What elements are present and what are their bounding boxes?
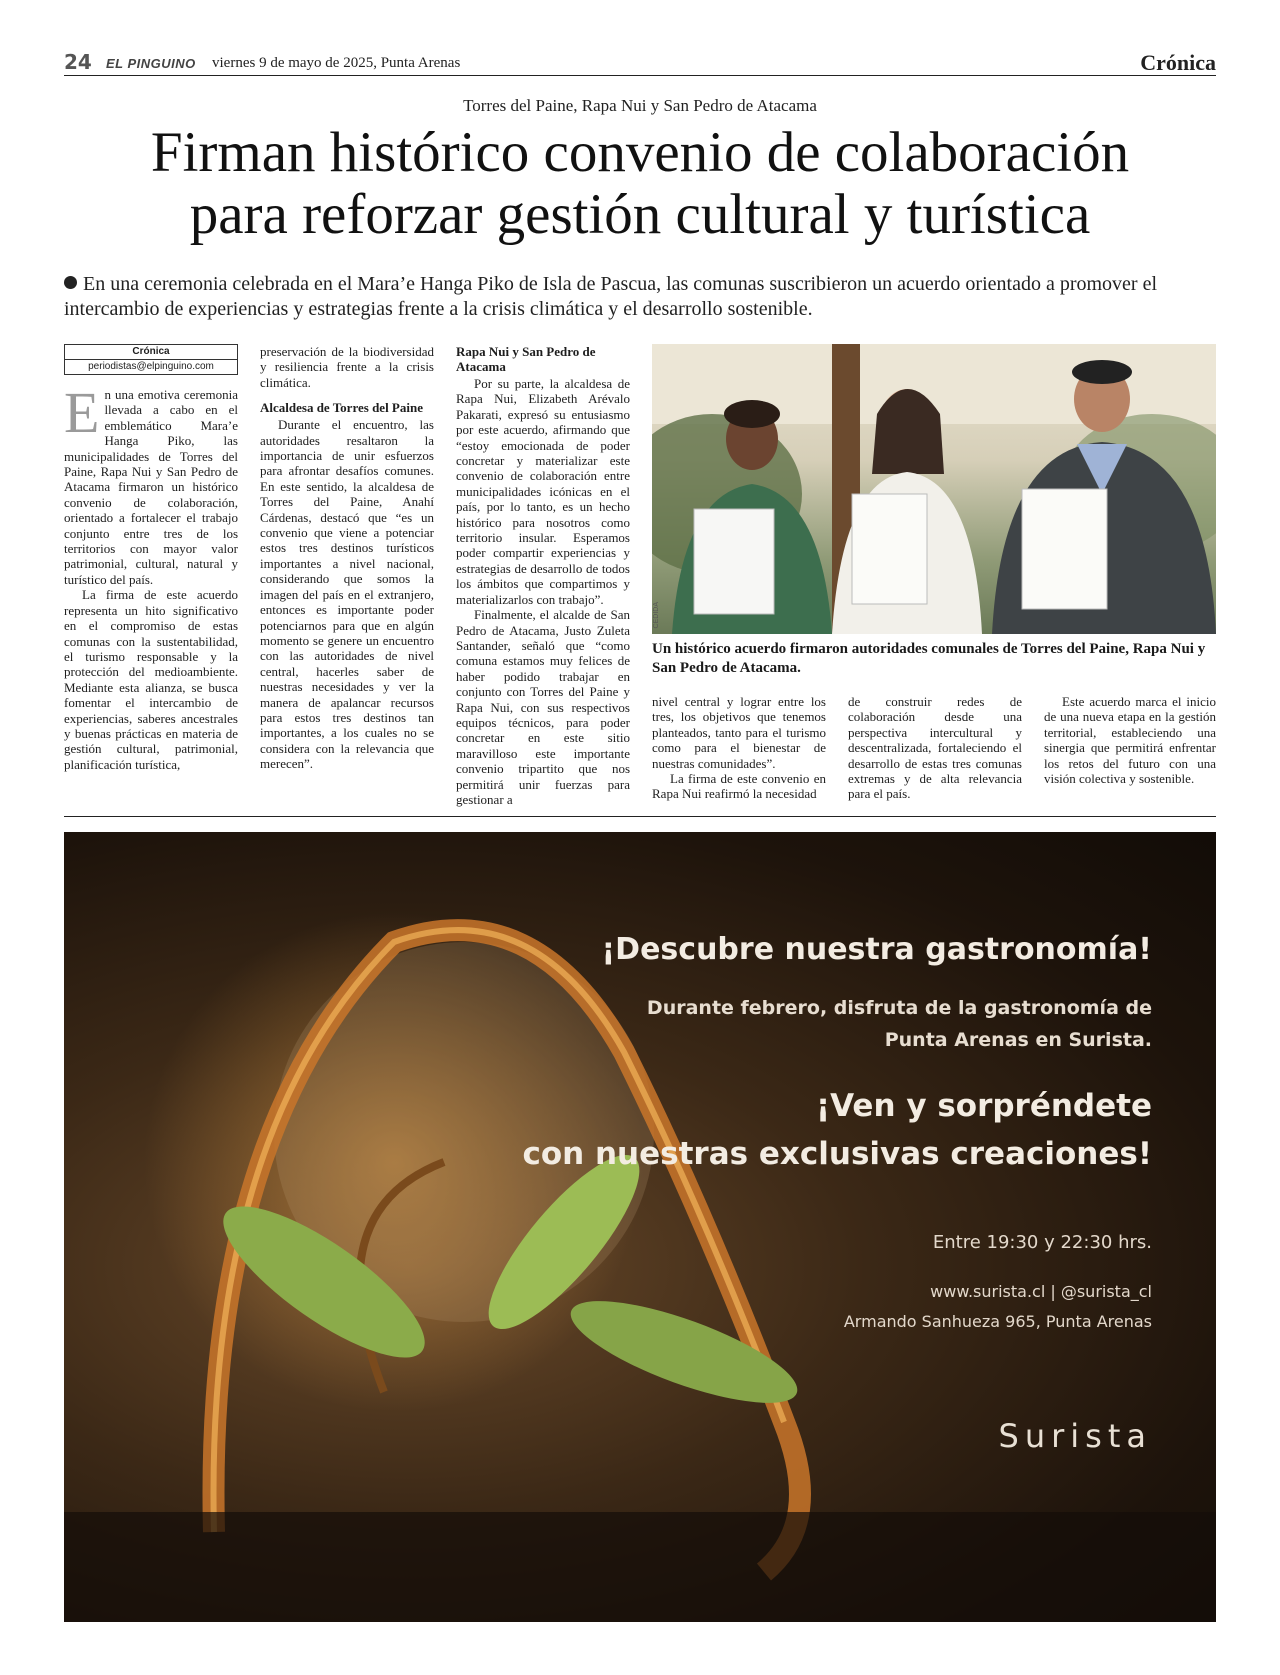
surista-logo: Surista (998, 1417, 1152, 1455)
headline-line-2: para reforzar gestión cultural y turística (189, 183, 1091, 246)
date-line: viernes 9 de mayo de 2025, Punta Arenas (212, 55, 461, 71)
page-header (64, 50, 1216, 76)
paragraph-9: de construir redes de colaboración desde una perspectiva intercultural y descentralizada, fortaleciendo el desarrollo de estas tres comunas extremas y de alta relevancia para el país. (848, 694, 1022, 802)
photo-credit: CEDIDA (653, 601, 660, 628)
ad-hours: Entre 19:30 y 22:30 hrs. (932, 1232, 1152, 1253)
article-column-3 (456, 344, 630, 807)
ad-subtitle (647, 992, 1152, 1056)
byline-section: Crónica (65, 345, 237, 360)
photo-illustration (652, 344, 1216, 634)
paragraph-1: En una emotiva ceremonia llevada a cabo en el emblemático Mara’e Hanga Piko, las municipalidades de Torres del Paine, Rapa Nui y San Pedro de Atacama firmaron un histórico convenio de colaboración, orientado a fortalecer el trabajo conjunto entre tres de los territorios con mayor valor patrimonial, cultural, natural y turístico del país. (64, 380, 238, 587)
drop-cap: E (64, 380, 100, 445)
newspaper-brand: EL PINGUINO (106, 56, 196, 71)
byline-email[interactable]: periodistas@elpinguino.com (88, 361, 214, 372)
paragraph-8: La firma de este convenio en Rapa Nui reafirmó la necesidad (652, 771, 826, 802)
article-column-4 (652, 694, 826, 802)
ad-cta-line-2: con nuestras exclusivas creaciones! (522, 1136, 1152, 1172)
section-name: Crónica (1140, 50, 1216, 75)
paragraph-4: Durante el encuentro, las autoridades resaltaron la importancia de unir esfuerzos para afrontar desafíos comunes. En este sentido, la alcaldesa de Torres del Paine, Anahí Cárdenas, destacó que “es un convenio que viene a potenciar estos tres destinos turísticos importantes a nivel nacional, considerando que somos la imagen del país en el extranjero, entonces es importante poder potenciarnos para que en algún momento se genere un encuentro con las autoridades de nivel central, hacerles saber de nuestras necesidades y ver la manera de apalancar recursos para estos tres destinos tan importantes, a los cuales no se considera con la relevancia que merecen”. (260, 417, 434, 772)
ad-cta-line-1: ¡Ven y sorpréndete (816, 1088, 1152, 1124)
photo-caption: Un histórico acuerdo firmaron autoridades comunales de Torres del Paine, Rapa Nui y San Pedro de Atacama. (652, 641, 1206, 676)
deck-text: En una ceremonia celebrada en el Mara’e Hanga Piko de Isla de Pascua, las comunas suscribieron un acuerdo orientado a promover el intercambio de experiencias y estrategias frente a la crisis climática y el desarrollo sostenible. (64, 273, 1158, 320)
ad-web-link[interactable]: www.surista.cl | @surista_cl (930, 1282, 1152, 1301)
subhead-rapa-nui: Rapa Nui y San Pedro de Atacama (456, 344, 596, 374)
ad-address: Armando Sanhueza 965, Punta Arenas (843, 1312, 1152, 1331)
article-kicker: Torres del Paine, Rapa Nui y San Pedro de Atacama (463, 96, 817, 115)
ad-call-to-action (522, 1082, 1152, 1178)
headline-line-1: Firman histórico convenio de colaboración (150, 121, 1130, 184)
byline-box (64, 344, 238, 375)
ad-title: ¡Descubre nuestra gastronomía! (601, 932, 1152, 967)
paragraph-5: Por su parte, la alcaldesa de Rapa Nui, Elizabeth Arévalo Pakarati, expresó su entusiasmo por este acuerdo, afirmando que “estoy emocionada de poder concretar y materializar este convenio de colaboración entre municipalidades icónicas en el país, por lo tanto, es un hecho histórico para nosotros como territorio insular. Esperamos poder compartir experiencias y estrategias de desarrollo de todos los ámbitos que compartimos y materializarlos con trabajo”. (456, 376, 630, 607)
paragraph-10: Este acuerdo marca el inicio de una nueva etapa en la gestión territorial, estableciendo una sinergia que permitirá enfrentar los retos del futuro con una visión colectiva y sostenible. (1044, 694, 1216, 787)
article-column-5 (848, 694, 1022, 802)
paragraph-7: nivel central y lograr entre los tres, los objetivos que tenemos planteados, tanto para el turismo como para el bienestar de nuestras comunidades”. (652, 694, 826, 771)
paragraph-2: La firma de este acuerdo representa un hito significativo en el compromiso de estas comunas con la sustentabilidad, el turismo responsable y la protección del medioambiente. Mediante esta alianza, se busca fomentar el intercambio de experiencias, saberes ancestrales y buenas prácticas en materia de gestión cultural, patrimonial, planificación turística, (64, 587, 238, 772)
ad-subtitle-line-1: Durante febrero, disfruta de la gastronomía de (646, 997, 1152, 1019)
ad-subtitle-line-2: Punta Arenas en Surista. (884, 1029, 1152, 1051)
article-column-6 (1044, 694, 1216, 786)
paragraph-6: Finalmente, el alcalde de San Pedro de Atacama, Justo Zuleta Santander, señaló que “como comuna estamos muy felices de haber podido trabajar en conjunto con Torres del Paine y Rapa Nui, con sus respectivos equipos técnicos, para poder concretar en este sitio maravilloso este importante convenio tripartito que nos permitirá unir fuerzas para gestionar a (456, 607, 630, 807)
article-column-1 (64, 344, 238, 772)
page-number: 24 (64, 50, 92, 74)
paragraph-3: preservación de la biodiversidad y resiliencia frente a la crisis climática. (260, 344, 434, 390)
article-photo (652, 344, 1216, 634)
advertisement[interactable] (64, 832, 1216, 1622)
article-column-2 (260, 344, 434, 772)
article-deck (64, 272, 1216, 322)
section-divider (64, 816, 1216, 817)
article-headline (40, 122, 1240, 246)
bullet-icon (64, 276, 77, 289)
subhead-torres-del-paine: Alcaldesa de Torres del Paine (260, 400, 423, 416)
